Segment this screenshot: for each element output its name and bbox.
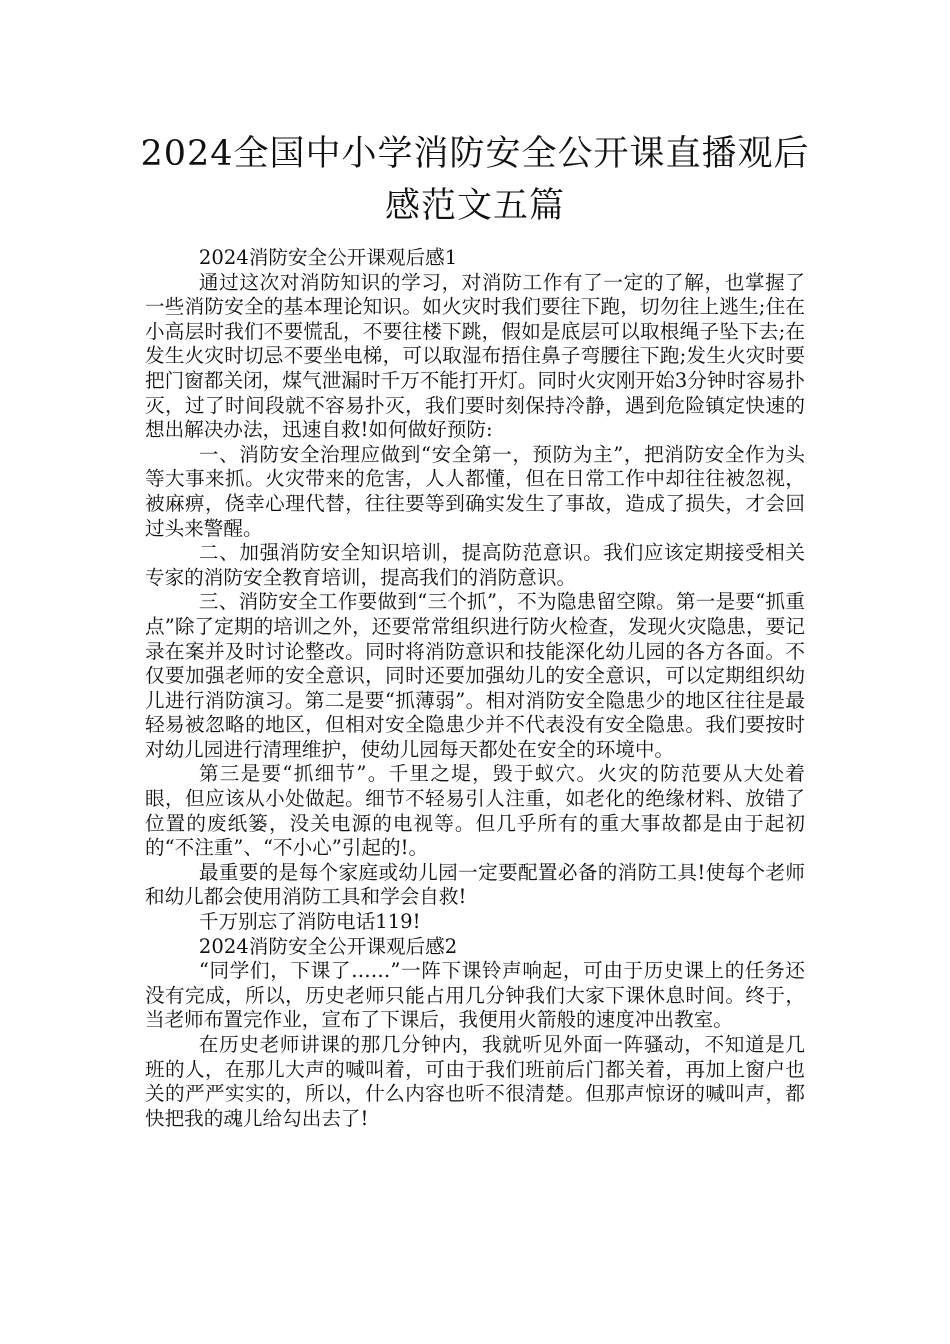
paragraph-class-bell: “同学们，下课了……”一阵下课铃声响起，可由于历史课上的任务还没有完成，所以，历史老师只能占用几分钟我们大家下课休息时间。终于，当老师布置完作业，宣布了下课后，我便用火箭般的速度冲出教室。 — [145, 959, 805, 1032]
document-title: 2024全国中小学消防安全公开课直播观后感范文五篇 — [140, 134, 810, 226]
paragraph-point-two: 二、加强消防安全知识培训，提高防范意识。我们应该定期接受相关专家的消防安全教育培训，提高我们的消防意识。 — [145, 541, 805, 589]
document-body — [145, 246, 805, 1131]
paragraph-hotline: 千万别忘了消防电话119! — [198, 910, 421, 934]
paragraph-details: 第三是要“抓细节”。千里之堤，毁于蚁穴。火灾的防范要从大处着眼，但应该从小处做起。细节不轻易引人注重，如老化的绝缘材料、放错了位置的废纸篓，没关电源的电视等。但几乎所有的重大事故都是由于起初的“不注重”、“不小心”引起的!。 — [145, 762, 805, 860]
section-heading-1: 2024消防安全公开课观后感1 — [198, 246, 458, 269]
section-heading-2: 2024消防安全公开课观后感2 — [198, 934, 458, 958]
paragraph-point-one: 一、消防安全治理应做到“安全第一，预防为主”，把消防安全作为头等大事来抓。火灾带来的危害，人人都懂，但在日常工作中却往往被忽视，被麻痹，侥幸心理代替，往往要等到确实发生了事故，造成了损失，才会回过头来警醒。 — [145, 442, 805, 540]
paragraph-tools: 最重要的是每个家庭或幼儿园一定要配置必备的消防工具!使每个老师和幼儿都会使用消防工具和学会自救! — [145, 860, 805, 909]
paragraph-commotion: 在历史老师讲课的那几分钟内，我就听见外面一阵骚动，不知道是几班的人，在那儿大声的喊叫着，可由于我们班前后门都关着，再加上窗户也关的严严实实的，所以，什么内容也听不很清楚。但那声惊讶的喊叫声，都快把我的魂儿给勾出去了! — [145, 1033, 805, 1130]
paragraph-intro: 通过这次对消防知识的学习，对消防工作有了一定的了解，也掌握了一些消防安全的基本理论知识。如火灾时我们要往下跑，切勿往上逃生;住在小高层时我们不要慌乱，不要往楼下跳，假如是底层可以取根绳子坠下去;在发生火灾时切忌不要坐电梯，可以取湿布捂住鼻子弯腰往下跑;发生火灾时要把门窗都关闭，煤气泄漏时千万不能打开灯。同时火灾刚开始3分钟时容易扑灭，过了时间段就不容易扑灭，我们要时刻保持冷静，遇到危险镇定快速的想出解决办法，迅速自救!如何做好预防: — [145, 270, 805, 442]
paragraph-point-three: 三、消防安全工作要做到“三个抓”，不为隐患留空隙。第一是要“抓重点”除了定期的培训之外，还要常常组织进行防火检查，发现火灾隐患，要记录在案并及时讨论整改。同时将消防意识和技能深化幼儿园的各方各面。不仅要加强老师的安全意识，同时还要加强幼儿的安全意识，可以定期组织幼儿进行消防演习。第二是要“抓薄弱”。相对消防安全隐患少的地区往往是最轻易被忽略的地区，但相对安全隐患少并不代表没有安全隐患。我们要按时对幼儿园进行清理维护，使幼儿园每天都处在安全的环境中。 — [145, 590, 805, 761]
